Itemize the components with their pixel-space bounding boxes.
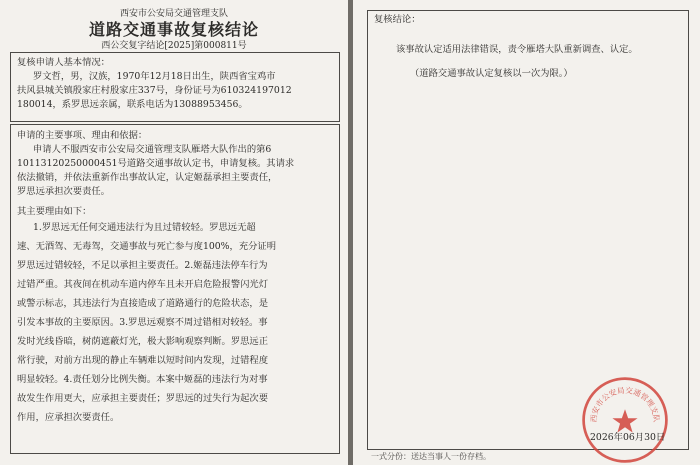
request-line: 依法撤销，并依法重新作出事故认定，认定姬磊承担主要责任， — [17, 172, 278, 183]
document-title: 道路交通事故复核结论 — [88, 20, 259, 39]
conclusion-line: 该事故认定适用法律错误，责令雁塔大队重新调查、认定。 — [396, 44, 638, 55]
right-document-page — [353, 0, 700, 465]
request-line: 申请人不服西安市公安局交通管理支队雁塔大队作出的第6 — [33, 144, 272, 155]
seal-text: 西安市公安局交通管理支队 — [588, 385, 662, 423]
applicant-line: 扶风县城关镇殷家庄村殷家庄337号，身份证号为610324197012 — [17, 85, 292, 96]
conclusion-date: 2026年06月30日 — [590, 432, 666, 443]
reason-line: 常行驶，对前方出现的静止车辆难以短时间内发现，过错程度 — [17, 355, 269, 366]
reason-line: 引发本事故的主要原因。3.罗思远观察不周过错相对较轻。事 — [17, 317, 268, 328]
reason-line: 发时光线昏暗，树荫遮蔽灯光，极大影响观察判断。罗思远正 — [17, 336, 269, 347]
official-seal-stamp — [580, 375, 670, 465]
reason-line: 作用，应承担次要责任。 — [17, 412, 120, 423]
reason-line: 过错严重。其夜间在机动车道内停车且未开启危险报警闪光灯 — [17, 279, 269, 290]
reason-line: 罗思远过错较轻，不足以承担主要责任。2.姬磊违法停车行为 — [17, 260, 268, 271]
issuing-organization: 西安市公安局交通管理支队 — [119, 9, 228, 19]
reasons-heading: 其主要理由如下： — [17, 206, 92, 217]
reason-line: 速、无酒驾、无毒驾，交通事故与死亡参与度100%，充分证明 — [17, 241, 277, 252]
footer-note-fragment: 一式分份：送达当事人一份存档。 — [371, 452, 491, 461]
reason-line: 或警示标志，其违法行为直接造成了道路通行的危险状态，是 — [17, 298, 269, 309]
request-line: 罗思远承担次要责任。 — [17, 186, 110, 197]
conclusion-heading: 复核结论： — [374, 14, 421, 25]
applicant-info-section — [10, 52, 340, 122]
review-conclusion-section — [367, 10, 689, 450]
document-number: 西公交复字结论[2025]第000811号 — [101, 41, 247, 51]
reason-line: 明显较轻。4.责任划分比例失衡。本案中姬磊的违法行为对事 — [17, 374, 268, 385]
request-line: 10113120250000451号道路交通事故认定书，申请复核。其请求 — [17, 158, 295, 169]
conclusion-note: （道路交通事故认定复核以一次为限。） — [410, 68, 573, 79]
left-document-page — [0, 0, 348, 465]
reason-line: 1.罗思远无任何交通违法行为且过错较轻。罗思远无超 — [33, 222, 256, 233]
reason-line: 故发生作用更大，应承担主要责任；罗思远的过失行为起次要 — [17, 393, 269, 404]
applicant-line: 罗文哲，男，汉族，1970年12月18日出生，陕西省宝鸡市 — [33, 71, 276, 82]
applicant-line: 180014，系罗思远亲属，联系电话为13088953456。 — [17, 99, 248, 110]
request-heading: 申请的主要事项、理由和依据： — [17, 130, 148, 141]
applicant-heading: 复核申请人基本情况： — [17, 57, 110, 68]
request-and-reasons-section — [10, 124, 340, 454]
